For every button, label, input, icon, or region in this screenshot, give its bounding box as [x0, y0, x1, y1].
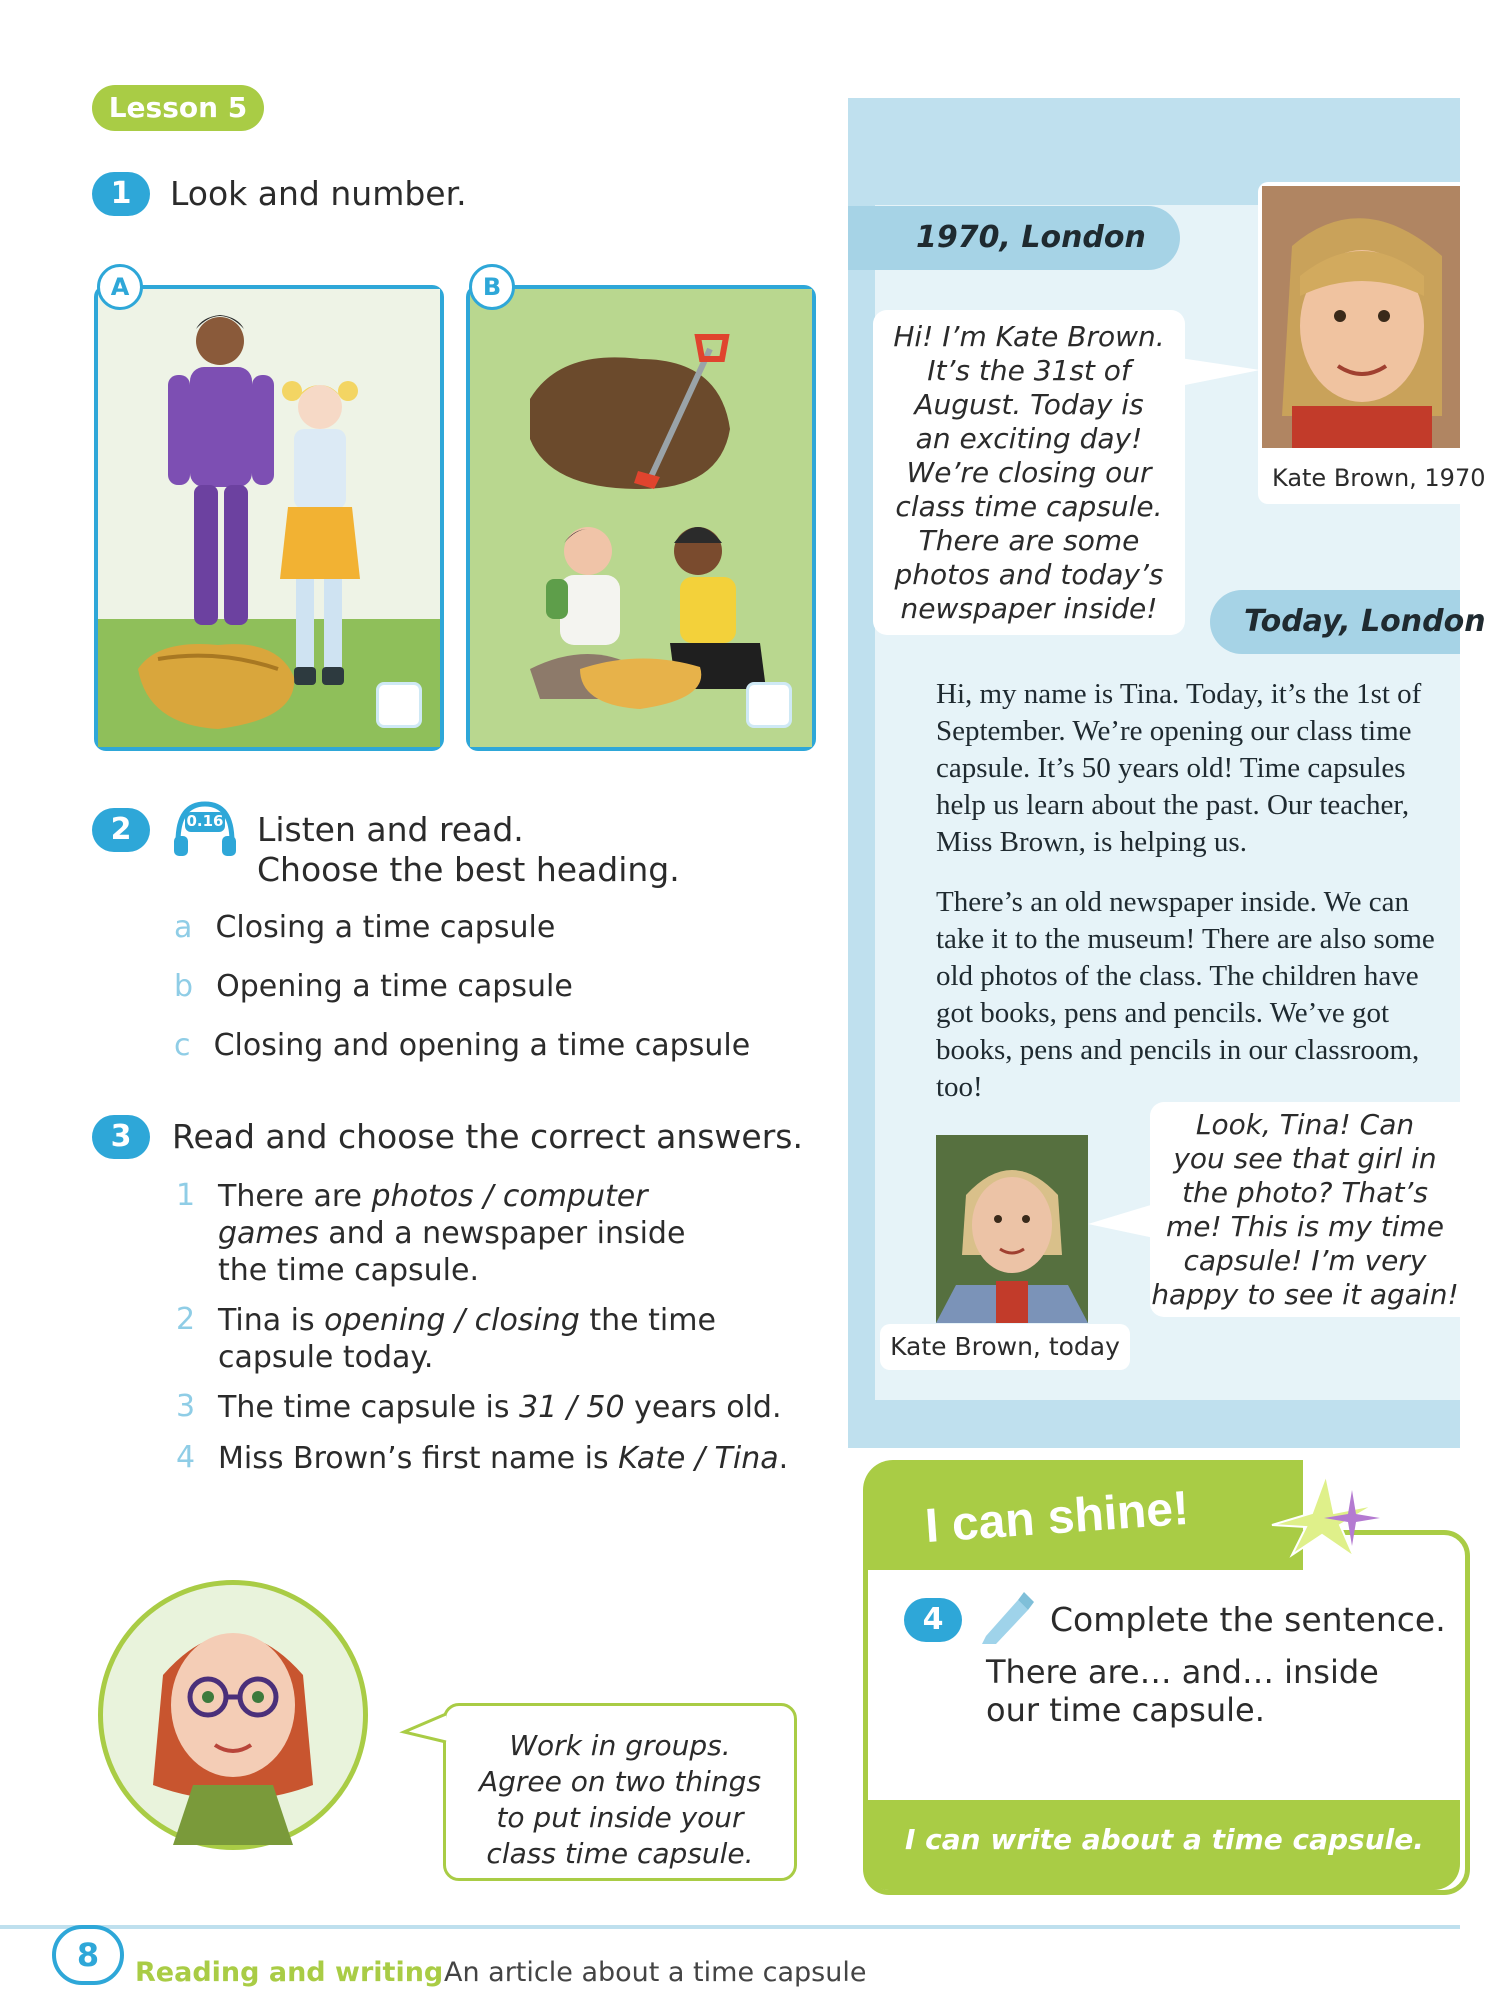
- paragraph-line: books, pens and pencils in our classroom,: [936, 1034, 1420, 1066]
- exercise-2-number: 2: [92, 808, 150, 852]
- article-paragraph-1: [936, 676, 1460, 861]
- option-c-text: Closing and opening a time capsule: [213, 1028, 751, 1063]
- exercise-3-number: 3: [92, 1115, 150, 1159]
- pencil-icon: [978, 1588, 1036, 1644]
- picture-a-answer-box[interactable]: [376, 682, 422, 728]
- exercise-4-prompt-line: our time capsule.: [986, 1691, 1265, 1729]
- kate-today-speech-line: me! This is my time: [1165, 1210, 1445, 1243]
- question-3-text-a: The time capsule is: [218, 1390, 520, 1425]
- speech-bubble-tail: [400, 1708, 450, 1748]
- paragraph-line: September. We’re opening our class time: [936, 715, 1412, 747]
- page-number: 8: [52, 1925, 124, 1985]
- tab-today-london: Today, London: [1210, 590, 1460, 654]
- tab-1970-london: 1970, London: [848, 206, 1180, 270]
- question-4: [176, 1440, 195, 1475]
- kate-today-speech-bubble: [1150, 1102, 1460, 1317]
- question-3-number: 3: [176, 1389, 196, 1424]
- kate-today-speech-line: capsule! I’m very: [1183, 1244, 1427, 1277]
- question-1-choices[interactable]: photos / computer: [371, 1179, 648, 1214]
- teacher-speech-bubble: [443, 1703, 797, 1881]
- question-1-text[interactable]: [218, 1178, 738, 1289]
- teacher-avatar: [98, 1580, 368, 1850]
- option-a[interactable]: [174, 910, 555, 945]
- footer-section: Reading and writing: [135, 1957, 444, 1988]
- footer-divider: [0, 1925, 1460, 1929]
- article-paragraph-2: [936, 884, 1460, 1106]
- kate-speech-line: newspaper inside!: [900, 592, 1158, 625]
- paragraph-line: Hi, my name is Tina. Today, it’s the 1st of: [936, 678, 1422, 710]
- kate-speech-line: We’re closing our: [906, 456, 1152, 489]
- exercise-4-prompt-line: There are… and… inside: [986, 1653, 1379, 1691]
- kate-1970-photo: [1262, 186, 1460, 448]
- question-2-text[interactable]: [218, 1302, 778, 1376]
- question-3-text[interactable]: [218, 1389, 818, 1426]
- question-3-choices[interactable]: 31 / 50: [519, 1390, 625, 1425]
- teacher-bubble-line: Work in groups.: [509, 1729, 731, 1762]
- exercise-2-title-line2: Choose the best heading.: [257, 850, 680, 889]
- exercise-2-title-line1: Listen and read.: [257, 810, 524, 849]
- paragraph-line: old photos of the class. The children have: [936, 960, 1419, 992]
- paragraph-line: capsule. It’s 50 years old! Time capsules: [936, 752, 1406, 784]
- question-4-text[interactable]: [218, 1440, 818, 1477]
- question-1-text-c: the time capsule.: [218, 1253, 479, 1288]
- option-a-letter: a: [174, 910, 193, 945]
- kate-speech-line: class time capsule.: [895, 490, 1163, 523]
- picture-a-label: A: [97, 264, 143, 310]
- kate-today-speech-line: the photo? That’s: [1182, 1176, 1428, 1209]
- paragraph-line: too!: [936, 1071, 983, 1103]
- kate-speech-line: It’s the 31st of: [927, 354, 1131, 387]
- picture-b-label: B: [469, 264, 515, 310]
- teacher-bubble-line: Agree on two things: [478, 1765, 762, 1798]
- footer-subtitle: An article about a time capsule: [444, 1957, 867, 1988]
- kate-today-photo: [936, 1135, 1088, 1323]
- kate-1970-caption: Kate Brown, 1970: [1272, 464, 1486, 492]
- question-1: [176, 1178, 195, 1213]
- sparkle-icon: [1322, 1488, 1382, 1548]
- question-2-number: 2: [176, 1302, 196, 1337]
- kate-today-speech-tail: [1086, 1202, 1156, 1242]
- exercise-4-prompt[interactable]: [986, 1653, 1379, 1729]
- teacher-bubble-line: class time capsule.: [486, 1837, 754, 1870]
- paragraph-line: take it to the museum! There are also some: [936, 923, 1435, 955]
- kate-speech-line: photos and today’s: [894, 558, 1164, 591]
- picture-a-illustration: [98, 289, 440, 747]
- kate-today-caption: Kate Brown, today: [880, 1324, 1130, 1370]
- question-4-text-b: .: [778, 1441, 789, 1476]
- exercise-3-title: Read and choose the correct answers.: [172, 1117, 803, 1156]
- kate-1970-speech-bubble: [873, 310, 1185, 635]
- question-4-number: 4: [176, 1440, 196, 1475]
- question-4-choices[interactable]: Kate / Tina: [618, 1441, 779, 1476]
- option-a-text: Closing a time capsule: [215, 910, 556, 945]
- question-1-text-b: and a newspaper inside: [318, 1216, 686, 1251]
- paragraph-line: help us learn about the past. Our teacher,: [936, 789, 1410, 821]
- paragraph-line: got books, pens and pencils. We’ve got: [936, 997, 1389, 1029]
- option-b-letter: b: [174, 969, 194, 1004]
- question-3: [176, 1389, 195, 1424]
- option-c-letter: c: [174, 1028, 191, 1063]
- exercise-1-title: Look and number.: [170, 174, 467, 213]
- kate-1970-speech-tail: [1180, 352, 1264, 392]
- question-2-text-c: capsule today.: [218, 1340, 434, 1375]
- question-2: [176, 1302, 195, 1337]
- question-4-text-a: Miss Brown’s first name is: [218, 1441, 619, 1476]
- question-2-text-a: Tina is: [218, 1303, 325, 1338]
- picture-b-answer-box[interactable]: [746, 682, 792, 728]
- question-2-choices[interactable]: opening / closing: [324, 1303, 580, 1338]
- question-1-choices-cont[interactable]: games: [218, 1216, 319, 1251]
- kate-today-speech-line: happy to see it again!: [1151, 1278, 1459, 1311]
- question-2-text-b: the time: [579, 1303, 716, 1338]
- kate-today-speech-line: Look, Tina! Can: [1195, 1108, 1415, 1141]
- option-b[interactable]: [174, 969, 573, 1004]
- can-do-statement: I can write about a time capsule.: [905, 1823, 1424, 1856]
- exercise-1-number: 1: [92, 172, 150, 216]
- kate-speech-line: an exciting day!: [915, 422, 1143, 455]
- option-c[interactable]: [174, 1028, 750, 1063]
- picture-b-illustration: [470, 289, 812, 747]
- exercise-4-title: Complete the sentence.: [1050, 1600, 1446, 1639]
- kate-speech-line: There are some: [918, 524, 1140, 557]
- paragraph-line: Miss Brown, is helping us.: [936, 826, 1247, 858]
- teacher-bubble-line: to put inside your: [496, 1801, 744, 1834]
- kate-today-speech-line: you see that girl in: [1173, 1142, 1437, 1175]
- question-1-number: 1: [176, 1178, 196, 1213]
- exercise-4-number: 4: [904, 1598, 962, 1642]
- audio-track-number: 0.16: [186, 812, 224, 830]
- option-b-text: Opening a time capsule: [216, 969, 573, 1004]
- i-can-shine-title: I can shine!: [923, 1481, 1191, 1554]
- kate-speech-line: August. Today is: [914, 388, 1144, 421]
- question-3-text-b: years old.: [624, 1390, 782, 1425]
- question-1-text-a: There are: [218, 1179, 372, 1214]
- lesson-badge: Lesson 5: [92, 85, 264, 131]
- kate-speech-line: Hi! I’m Kate Brown.: [893, 320, 1165, 353]
- paragraph-line: There’s an old newspaper inside. We can: [936, 886, 1410, 918]
